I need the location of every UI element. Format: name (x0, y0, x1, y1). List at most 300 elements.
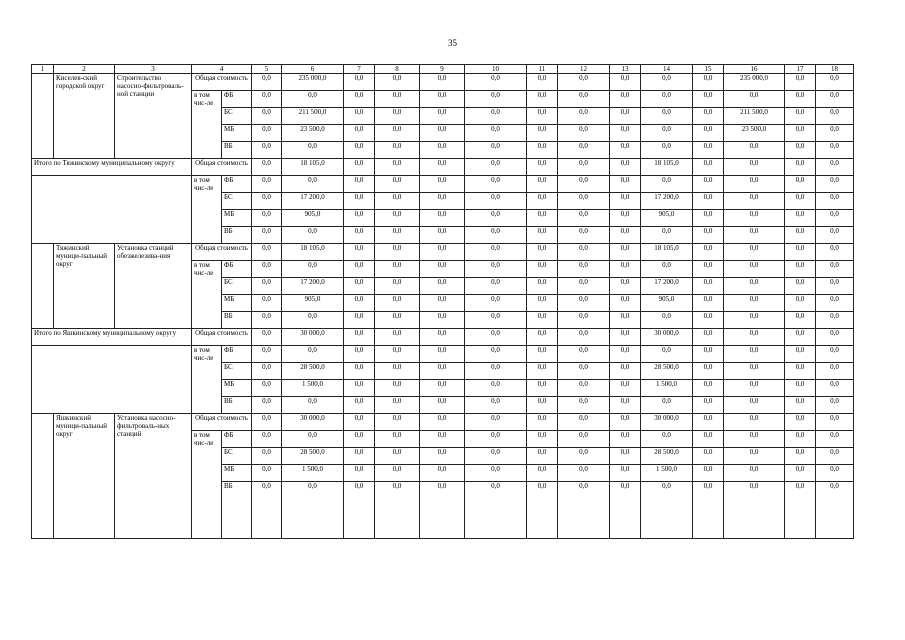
value-cell: 0,0 (344, 448, 375, 465)
value-cell: 0,0 (527, 397, 558, 414)
value-cell: 0,0 (558, 312, 610, 329)
value-cell: 0,0 (610, 108, 641, 125)
value-cell: 0,0 (252, 482, 282, 539)
value-cell: 0,0 (420, 329, 465, 346)
value-cell: 0,0 (610, 295, 641, 312)
value-cell: 0,0 (724, 312, 785, 329)
funding-source: БС (222, 363, 252, 380)
value-cell: 0,0 (252, 176, 282, 193)
value-cell: 0,0 (344, 227, 375, 244)
value-cell: 0,0 (344, 414, 375, 431)
funding-source: БС (222, 448, 252, 465)
value-cell: 28 500,0 (641, 448, 693, 465)
value-cell: 0,0 (252, 108, 282, 125)
value-cell: 0,0 (816, 193, 854, 210)
value-cell: 0,0 (610, 346, 641, 363)
value-cell: 0,0 (558, 74, 610, 91)
funding-source: МБ (222, 295, 252, 312)
value-cell: 0,0 (420, 448, 465, 465)
row-index-cell (32, 74, 54, 159)
district-name: Киселев-ский городской округ (54, 74, 115, 159)
value-cell: 0,0 (610, 363, 641, 380)
value-cell: 28 500,0 (282, 363, 344, 380)
value-cell: 0,0 (527, 91, 558, 108)
value-cell: 0,0 (527, 329, 558, 346)
value-cell: 0,0 (420, 363, 465, 380)
value-cell: 0,0 (816, 312, 854, 329)
value-cell: 0,0 (558, 465, 610, 482)
value-cell: 0,0 (641, 482, 693, 539)
value-cell: 0,0 (344, 210, 375, 227)
total-cost-label: Общая стоимость (192, 74, 252, 91)
value-cell: 0,0 (252, 193, 282, 210)
value-cell: 0,0 (641, 397, 693, 414)
value-cell: 0,0 (693, 210, 724, 227)
value-cell: 0,0 (465, 278, 527, 295)
value-cell: 0,0 (816, 448, 854, 465)
value-cell: 0,0 (344, 91, 375, 108)
value-cell: 30 000,0 (282, 329, 344, 346)
column-number: 4 (192, 65, 252, 74)
value-cell: 0,0 (610, 74, 641, 91)
table-row (32, 414, 854, 431)
value-cell: 0,0 (344, 278, 375, 295)
column-number: 18 (816, 65, 854, 74)
value-cell: 0,0 (465, 193, 527, 210)
value-cell: 23 500,0 (724, 125, 785, 142)
row-index-cell (32, 414, 54, 539)
value-cell: 0,0 (693, 125, 724, 142)
value-cell: 0,0 (724, 295, 785, 312)
value-cell: 0,0 (252, 244, 282, 261)
funding-source: ФБ (222, 176, 252, 193)
column-number: 15 (693, 65, 724, 74)
value-cell: 0,0 (610, 414, 641, 431)
value-cell: 0,0 (527, 380, 558, 397)
value-cell: 0,0 (724, 448, 785, 465)
value-cell: 0,0 (610, 227, 641, 244)
value-cell: 0,0 (465, 346, 527, 363)
value-cell: 17 200,0 (282, 278, 344, 295)
value-cell: 0,0 (375, 108, 420, 125)
value-cell: 0,0 (785, 142, 816, 159)
value-cell: 0,0 (641, 431, 693, 448)
value-cell: 0,0 (785, 261, 816, 278)
value-cell: 0,0 (816, 295, 854, 312)
value-cell: 0,0 (641, 346, 693, 363)
value-cell: 0,0 (724, 227, 785, 244)
value-cell: 905,0 (641, 295, 693, 312)
measure-name: Строительство насосно-фильтроваль-ной станции (115, 74, 192, 159)
value-cell: 0,0 (282, 142, 344, 159)
value-cell: 0,0 (785, 363, 816, 380)
funding-source: МБ (222, 380, 252, 397)
value-cell: 0,0 (785, 108, 816, 125)
value-cell: 0,0 (252, 465, 282, 482)
value-cell: 0,0 (693, 363, 724, 380)
value-cell: 1 500,0 (282, 465, 344, 482)
value-cell: 0,0 (558, 380, 610, 397)
value-cell: 0,0 (375, 193, 420, 210)
table-row (32, 329, 854, 346)
value-cell: 0,0 (610, 91, 641, 108)
value-cell: 0,0 (816, 176, 854, 193)
value-cell: 0,0 (527, 363, 558, 380)
value-cell: 0,0 (610, 482, 641, 539)
value-cell: 0,0 (344, 74, 375, 91)
value-cell: 0,0 (724, 193, 785, 210)
value-cell: 0,0 (785, 244, 816, 261)
value-cell: 23 500,0 (282, 125, 344, 142)
including-label: в том чис-ле (192, 346, 222, 414)
column-number: 16 (724, 65, 785, 74)
value-cell: 0,0 (724, 363, 785, 380)
value-cell: 0,0 (693, 74, 724, 91)
funding-source: БС (222, 193, 252, 210)
value-cell: 0,0 (465, 244, 527, 261)
value-cell: 17 200,0 (641, 193, 693, 210)
value-cell: 0,0 (641, 125, 693, 142)
value-cell: 0,0 (527, 142, 558, 159)
value-cell: 0,0 (527, 210, 558, 227)
value-cell: 0,0 (785, 465, 816, 482)
value-cell: 0,0 (816, 329, 854, 346)
total-cost-label: Общая стоимость (192, 329, 252, 346)
funding-source: ВБ (222, 312, 252, 329)
total-cost-label: Общая стоимость (192, 159, 252, 176)
value-cell: 0,0 (420, 244, 465, 261)
total-label: Итого по Тяжинскому муниципальному округу (32, 159, 192, 176)
value-cell: 0,0 (282, 312, 344, 329)
value-cell: 0,0 (641, 261, 693, 278)
value-cell: 0,0 (610, 125, 641, 142)
funding-source: ВБ (222, 397, 252, 414)
including-label: в том чис-ле (192, 431, 222, 539)
funding-source: ВБ (222, 227, 252, 244)
value-cell: 0,0 (465, 482, 527, 539)
funding-source: МБ (222, 210, 252, 227)
value-cell: 0,0 (610, 465, 641, 482)
value-cell: 0,0 (527, 125, 558, 142)
value-cell: 0,0 (465, 227, 527, 244)
value-cell: 0,0 (282, 431, 344, 448)
value-cell: 18 105,0 (282, 159, 344, 176)
value-cell: 0,0 (420, 159, 465, 176)
value-cell: 0,0 (375, 125, 420, 142)
value-cell: 0,0 (282, 346, 344, 363)
value-cell: 0,0 (785, 448, 816, 465)
value-cell: 0,0 (375, 312, 420, 329)
value-cell: 0,0 (693, 346, 724, 363)
value-cell: 0,0 (465, 363, 527, 380)
value-cell: 0,0 (785, 159, 816, 176)
value-cell: 0,0 (693, 142, 724, 159)
value-cell: 0,0 (527, 108, 558, 125)
value-cell: 0,0 (420, 125, 465, 142)
funding-source: ФБ (222, 431, 252, 448)
value-cell: 28 500,0 (641, 363, 693, 380)
value-cell: 0,0 (420, 278, 465, 295)
value-cell: 0,0 (375, 91, 420, 108)
value-cell: 0,0 (375, 465, 420, 482)
empty-cell (32, 346, 192, 414)
value-cell: 0,0 (724, 397, 785, 414)
value-cell: 0,0 (610, 380, 641, 397)
value-cell: 0,0 (610, 159, 641, 176)
value-cell: 0,0 (420, 346, 465, 363)
value-cell: 0,0 (252, 312, 282, 329)
value-cell: 0,0 (465, 448, 527, 465)
value-cell: 0,0 (785, 193, 816, 210)
value-cell: 0,0 (610, 210, 641, 227)
value-cell: 0,0 (420, 91, 465, 108)
funding-source: МБ (222, 465, 252, 482)
including-label: в том чис-ле (192, 91, 222, 159)
value-cell: 0,0 (558, 431, 610, 448)
value-cell: 0,0 (641, 108, 693, 125)
value-cell: 0,0 (375, 295, 420, 312)
value-cell: 0,0 (693, 108, 724, 125)
value-cell: 235 000,0 (724, 74, 785, 91)
value-cell: 0,0 (252, 346, 282, 363)
value-cell: 0,0 (816, 346, 854, 363)
value-cell: 0,0 (558, 482, 610, 539)
value-cell: 0,0 (344, 108, 375, 125)
value-cell: 0,0 (375, 278, 420, 295)
value-cell: 0,0 (465, 295, 527, 312)
value-cell: 0,0 (282, 261, 344, 278)
column-number: 12 (558, 65, 610, 74)
column-number: 8 (375, 65, 420, 74)
value-cell: 0,0 (724, 482, 785, 539)
value-cell: 211 500,0 (724, 108, 785, 125)
value-cell: 0,0 (693, 482, 724, 539)
value-cell: 0,0 (344, 159, 375, 176)
value-cell: 0,0 (558, 329, 610, 346)
value-cell: 0,0 (610, 261, 641, 278)
value-cell: 0,0 (724, 210, 785, 227)
value-cell: 0,0 (558, 295, 610, 312)
value-cell: 0,0 (420, 482, 465, 539)
value-cell: 0,0 (816, 397, 854, 414)
funding-source: БС (222, 278, 252, 295)
value-cell: 0,0 (420, 431, 465, 448)
value-cell: 0,0 (375, 74, 420, 91)
value-cell: 0,0 (420, 312, 465, 329)
value-cell: 0,0 (558, 363, 610, 380)
value-cell: 0,0 (816, 431, 854, 448)
value-cell: 0,0 (344, 482, 375, 539)
value-cell: 0,0 (420, 380, 465, 397)
value-cell: 0,0 (527, 465, 558, 482)
value-cell: 0,0 (375, 142, 420, 159)
value-cell: 1 500,0 (641, 380, 693, 397)
value-cell: 0,0 (465, 108, 527, 125)
value-cell: 0,0 (693, 312, 724, 329)
value-cell: 0,0 (527, 159, 558, 176)
value-cell: 0,0 (641, 74, 693, 91)
value-cell: 0,0 (465, 142, 527, 159)
column-number: 5 (252, 65, 282, 74)
value-cell: 0,0 (282, 176, 344, 193)
value-cell: 0,0 (375, 414, 420, 431)
value-cell: 0,0 (610, 193, 641, 210)
value-cell: 0,0 (724, 176, 785, 193)
value-cell: 0,0 (420, 142, 465, 159)
value-cell: 0,0 (420, 176, 465, 193)
district-name: Тяжинский муници-пальный округ (54, 244, 115, 329)
table-row (32, 159, 854, 176)
value-cell: 0,0 (785, 227, 816, 244)
value-cell: 0,0 (558, 278, 610, 295)
column-number: 9 (420, 65, 465, 74)
value-cell: 0,0 (785, 329, 816, 346)
column-number: 3 (115, 65, 192, 74)
value-cell: 0,0 (527, 74, 558, 91)
value-cell: 0,0 (375, 380, 420, 397)
value-cell: 0,0 (610, 142, 641, 159)
value-cell: 0,0 (527, 227, 558, 244)
value-cell: 0,0 (344, 176, 375, 193)
value-cell: 0,0 (465, 176, 527, 193)
table-row (32, 74, 854, 91)
value-cell: 0,0 (344, 397, 375, 414)
value-cell: 0,0 (527, 448, 558, 465)
column-number: 13 (610, 65, 641, 74)
value-cell: 0,0 (527, 312, 558, 329)
value-cell: 0,0 (375, 176, 420, 193)
value-cell: 0,0 (252, 227, 282, 244)
value-cell: 0,0 (693, 91, 724, 108)
value-cell: 0,0 (816, 414, 854, 431)
value-cell: 0,0 (527, 278, 558, 295)
value-cell: 0,0 (610, 244, 641, 261)
value-cell: 0,0 (724, 278, 785, 295)
value-cell: 0,0 (693, 227, 724, 244)
value-cell: 0,0 (558, 261, 610, 278)
value-cell: 0,0 (693, 414, 724, 431)
value-cell: 0,0 (610, 329, 641, 346)
value-cell: 0,0 (252, 448, 282, 465)
value-cell: 30 000,0 (282, 414, 344, 431)
value-cell: 0,0 (252, 210, 282, 227)
value-cell: 0,0 (785, 176, 816, 193)
value-cell: 0,0 (693, 397, 724, 414)
value-cell: 0,0 (693, 380, 724, 397)
table-row (32, 346, 854, 363)
value-cell: 0,0 (693, 295, 724, 312)
value-cell: 0,0 (465, 465, 527, 482)
value-cell: 0,0 (465, 210, 527, 227)
value-cell: 0,0 (816, 210, 854, 227)
value-cell: 0,0 (465, 91, 527, 108)
value-cell: 0,0 (527, 244, 558, 261)
value-cell: 0,0 (558, 193, 610, 210)
table-row (32, 176, 854, 193)
value-cell: 0,0 (693, 193, 724, 210)
value-cell: 0,0 (527, 346, 558, 363)
value-cell: 0,0 (282, 397, 344, 414)
value-cell: 0,0 (420, 210, 465, 227)
value-cell: 0,0 (816, 482, 854, 539)
measure-name: Установка насосно-фильтроваль-ных станций (115, 414, 192, 539)
value-cell: 0,0 (465, 312, 527, 329)
value-cell: 0,0 (785, 210, 816, 227)
value-cell: 0,0 (375, 431, 420, 448)
row-index-cell (32, 244, 54, 329)
column-number: 7 (344, 65, 375, 74)
value-cell: 0,0 (465, 329, 527, 346)
column-number-row (32, 65, 854, 74)
value-cell: 0,0 (252, 380, 282, 397)
value-cell: 0,0 (252, 414, 282, 431)
value-cell: 1 500,0 (282, 380, 344, 397)
value-cell: 0,0 (558, 414, 610, 431)
page-number: 35 (448, 38, 457, 48)
value-cell: 0,0 (375, 159, 420, 176)
value-cell: 0,0 (785, 91, 816, 108)
value-cell: 0,0 (344, 295, 375, 312)
value-cell: 0,0 (816, 380, 854, 397)
value-cell: 0,0 (693, 261, 724, 278)
value-cell: 0,0 (344, 346, 375, 363)
value-cell: 0,0 (641, 312, 693, 329)
value-cell: 0,0 (465, 380, 527, 397)
value-cell: 0,0 (375, 329, 420, 346)
value-cell: 18 105,0 (282, 244, 344, 261)
value-cell: 0,0 (610, 397, 641, 414)
value-cell: 0,0 (816, 74, 854, 91)
value-cell: 0,0 (465, 397, 527, 414)
value-cell: 0,0 (375, 448, 420, 465)
value-cell: 0,0 (344, 261, 375, 278)
value-cell: 0,0 (252, 159, 282, 176)
budget-table (31, 64, 854, 539)
value-cell: 0,0 (420, 465, 465, 482)
value-cell: 0,0 (282, 227, 344, 244)
value-cell: 0,0 (558, 227, 610, 244)
value-cell: 0,0 (282, 482, 344, 539)
funding-source: МБ (222, 125, 252, 142)
value-cell: 0,0 (816, 278, 854, 295)
value-cell: 0,0 (375, 210, 420, 227)
value-cell: 0,0 (527, 482, 558, 539)
value-cell: 0,0 (465, 431, 527, 448)
value-cell: 0,0 (610, 176, 641, 193)
value-cell: 0,0 (610, 448, 641, 465)
total-label: Итого по Яшкинскому муниципальному округу (32, 329, 192, 346)
value-cell: 0,0 (558, 91, 610, 108)
value-cell: 28 500,0 (282, 448, 344, 465)
value-cell: 0,0 (558, 125, 610, 142)
value-cell: 0,0 (344, 312, 375, 329)
funding-source: ФБ (222, 261, 252, 278)
value-cell: 0,0 (344, 193, 375, 210)
value-cell: 0,0 (465, 414, 527, 431)
value-cell: 0,0 (693, 448, 724, 465)
value-cell: 0,0 (527, 261, 558, 278)
value-cell: 0,0 (527, 295, 558, 312)
value-cell: 0,0 (724, 414, 785, 431)
value-cell: 0,0 (724, 244, 785, 261)
column-number: 10 (465, 65, 527, 74)
value-cell: 0,0 (375, 363, 420, 380)
table-row (32, 244, 854, 261)
value-cell: 0,0 (252, 278, 282, 295)
value-cell: 0,0 (693, 244, 724, 261)
value-cell: 1 500,0 (641, 465, 693, 482)
column-number: 11 (527, 65, 558, 74)
